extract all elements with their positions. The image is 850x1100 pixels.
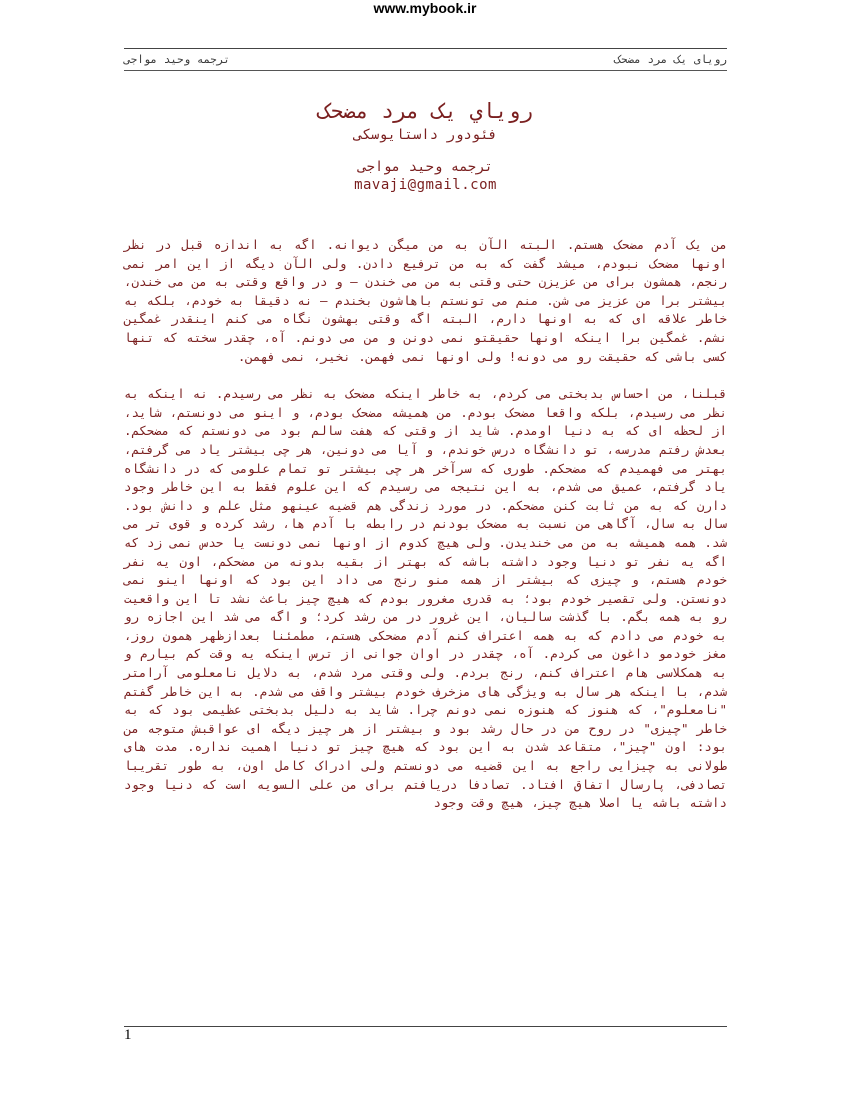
document-body (124, 236, 727, 832)
page-header (124, 51, 727, 69)
paragraph-1: من یک آدم مضحک هستم. البته الآن به من میگن دیوانه. اگه به اندازه قبل در نظر اونها مضحک نبودم، میشد گفت که به من ترفیع دادن. ولی الآن دیگه از این امر نمی رنجم، همشون برای من عزیزن حتی وقتی به من می خندن – و در واقع وقتی به من می خندن، بیشتر برا من عزیز می شن. منم می تونستم باهاشون بخندم – نه دقیقا به خودم، بلکه به خاطر علاقه ای که به اونها دارم، البته اگه وقتی بهشون نگاه می کنم اینقدر غمگین نشم. غمگین برا اینکه اونها حقیقتو نمی دونن و من می دونم. آه، چقدر سخته که تنها کسی باشی که حقیقت رو می دونه! ولی اونها نمی فهمن. نخیر، نمی فهمن. (124, 237, 727, 364)
title-block (124, 96, 727, 194)
header-bottom-rule (124, 70, 727, 71)
header-book-title: رویای یک مرد مضحک (614, 53, 727, 66)
document-author: فئودور داستایوسکی (353, 127, 498, 143)
header-translator: ترجمه وحید مواجی (124, 53, 230, 66)
document-title: رویاي یک مرد مضحک (318, 99, 533, 123)
header-top-rule (124, 48, 727, 49)
translator-email[interactable]: mavaji@gmail.com (354, 177, 497, 193)
document-translator: ترجمه وحید مواجی (358, 159, 493, 175)
paragraph-2: قبلنا، من احساس بدبختی می کردم، به خاطر اینکه مضحک به نظر می رسیدم. نه اینکه به نظر می رسیدم، بلکه واقعا مضحک بودم. من همیشه مضحک بودم، و اینو می دونستم، شاید، از لحظه ای که به دنیا اومدم. شاید از وقتی که هفت سالم بود می دونستم که مضحکم. بعدش رفتم مدرسه، تو دانشگاه درس خوندم، و آیا می دونین، هر چی بیشتر یاد می گرفتم، بهتر می فهمیدم که مضحکم. طوری که سرآخر هر چی بیشتر تو تمام علومی که در دانشگاه یاد گرفتم، عمیق می شدم، به این نتیجه می رسیدم که این علوم فقط به این خاطر وجود دارن که به من ثابت کنن مضحکم. در مورد زندگی هم قضیه عینهو مثل علم و دانش بود. سال به سال، آگاهی من نسبت به مضحک بودنم در رابطه با آدم ها، رشد کرده و قوی تر می شد. همه همیشه به من می خندیدن. ولی هیچ کدوم از اونها نمی دونست یا حدس نمی زد که اگه یه نفر تو دنیا وجود داشته باشه که بهتر از بقیه بدونه من مضحکم، اون یه نفر خودم هستم، و چیزی که بیشتر از همه منو رنج می داد این بود که اونها اینو نمی دونستن. ولی تقصیر خودم بود؛ به قدری مغرور بودم که هیچ چیز باعث نشد تا این واقعیت رو به همه بگم. با گذشت سالیان، این غرور در من رشد کرد؛ و اگه می شد این اجازه رو به خودم می دادم که به همه اعتراف کنم آدم مضحکی هستم، مطمئنا بعدازظهر همون روز، مغز خودمو داغون می کردم. آه، چقدر در اوان جوانی از ترس اینکه یه وقت کم بیارم و به همکلاسی هام اعتراف کنم، رنج بردم. ولی وقتی مرد شدم، به دلایل نامعلومی آرامتر شدم، با اینکه هر سال به ویژگی های مزخرف خودم بیشتر واقف می شدم. به این خاطر گفتم "نامعلوم"، که هنوز که هنوزه نمی دونم چرا. شاید به دلیل بدبختی عظیمی بود که به خاطر "چیزی" در روح من در حال رشد بود و بیشتر از هر چیز دیگه ای عواقبش متوجه من بود: اون "چیز"، متقاعد شدن به این بود که هیچ چیز تو دنیا اهمیت نداره. مدت های طولانی به چیزایی راجع به این قضیه می دونستم ولی ادراک کامل اون، به طور تقریبا تصادفی، پارسال اتفاق افتاد. تصادفا دریافتم برای من علی السویه است که دنیا وجود داشته باشه یا اصلا هیچ چیز، هیچ وقت وجود (124, 386, 727, 811)
footer-rule (124, 1026, 727, 1027)
site-url[interactable]: www.mybook.ir (373, 0, 477, 16)
page-number: 1 (124, 1027, 132, 1043)
